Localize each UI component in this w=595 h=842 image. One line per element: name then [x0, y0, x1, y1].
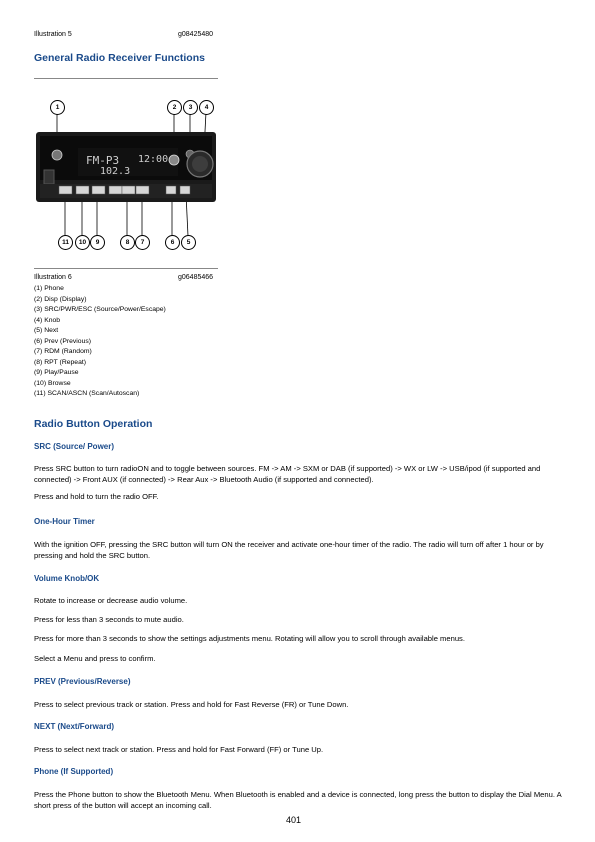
divider-top: [34, 78, 218, 79]
next-paragraph: Press to select next track or station. Press and hold for Fast Forward (FF) or Tune Up.: [34, 745, 324, 754]
callout-6: 6: [165, 235, 180, 250]
callout-2: 2: [167, 100, 182, 115]
callout-9: 9: [90, 235, 105, 250]
timer-heading: One-Hour Timer: [34, 517, 95, 526]
section-title: General Radio Receiver Functions: [34, 52, 205, 64]
radio-illustration: [34, 96, 218, 256]
callout-8: 8: [120, 235, 135, 250]
volume-paragraph-3: Press for more than 3 seconds to show the settings adjustments menu. Rotating will allow you to scroll through available menus.: [34, 634, 465, 643]
next-heading: NEXT (Next/Forward): [34, 722, 115, 731]
illustration-6-label: Illustration 6: [34, 274, 72, 281]
illustration-5-label: Illustration 5: [34, 31, 72, 38]
volume-paragraph-1: Rotate to increase or decrease audio volume.: [34, 596, 188, 605]
display-time: 12:00: [138, 154, 169, 165]
operation-title: Radio Button Operation: [34, 418, 153, 430]
display-frequency: 102.3: [100, 166, 131, 177]
timer-paragraph: With the ignition OFF, pressing the SRC button will turn ON the receiver and activate one-hour timer of the radio. The radio will turn off after 1 hour or by pressing and hold the SRC button.: [34, 540, 544, 560]
callout-4: 4: [199, 100, 214, 115]
page-number: 401: [286, 815, 302, 825]
legend-item: (2) Disp (Display): [34, 295, 87, 303]
volume-paragraph-4: Select a Menu and press to confirm.: [34, 654, 156, 663]
legend-item: (5) Next: [34, 327, 59, 334]
divider-bottom: [34, 268, 218, 269]
src-paragraph-1: Press SRC button to turn radioON and to toggle between sources. FM -> AM -> SXM or DAB (if supported) -> WX or LW -> USB/ipod (if supported and connected) -> Front AUX (if connected) -> Rear Aux -> Bluetooth Audio (if supported and connected).: [34, 464, 541, 484]
legend-item: (1) Phone: [34, 285, 64, 292]
legend-item: (6) Prev (Previous): [34, 337, 92, 345]
volume-paragraph-2: Press for less than 3 seconds to mute audio.: [34, 615, 184, 624]
phone-paragraph: Press the Phone button to show the Bluetooth Menu. When Bluetooth is enabled and a device is connected, long press the button to display the Dial Menu. A short press of the button will accept an incoming call.: [34, 790, 562, 810]
volume-heading: Volume Knob/OK: [34, 574, 100, 583]
illustration-6-code: g06485466: [178, 274, 214, 281]
src-heading: SRC (Source/ Power): [34, 442, 115, 451]
callout-7: 7: [135, 235, 150, 250]
legend-item: (9) Play/Pause: [34, 369, 79, 376]
callout-legend: [34, 284, 234, 400]
legend-item: (3) SRC/PWR/ESC (Source/Power/Escape): [34, 306, 166, 313]
legend-item: (11) SCAN/ASCN (Scan/Autoscan): [34, 390, 140, 397]
legend-item: (10) Browse: [34, 379, 71, 387]
phone-heading: Phone (If Supported): [34, 767, 114, 776]
illustration-5-code: g08425480: [178, 31, 214, 38]
callout-11: 11: [58, 235, 73, 250]
legend-item: (4) Knob: [34, 316, 61, 324]
legend-item: (7) RDM (Random): [34, 348, 92, 355]
src-paragraph-2: Press and hold to turn the radio OFF.: [34, 492, 159, 501]
callout-3: 3: [183, 100, 198, 115]
prev-paragraph: Press to select previous track or station. Press and hold for Fast Reverse (FR) or Tune Down.: [34, 700, 349, 709]
callout-1: 1: [50, 100, 65, 115]
prev-heading: PREV (Previous/Reverse): [34, 677, 131, 686]
callout-5: 5: [181, 235, 196, 250]
legend-item: (8) RPT (Repeat): [34, 358, 86, 366]
callout-10: 10: [75, 235, 90, 250]
display-station: FM-P3: [86, 154, 120, 167]
